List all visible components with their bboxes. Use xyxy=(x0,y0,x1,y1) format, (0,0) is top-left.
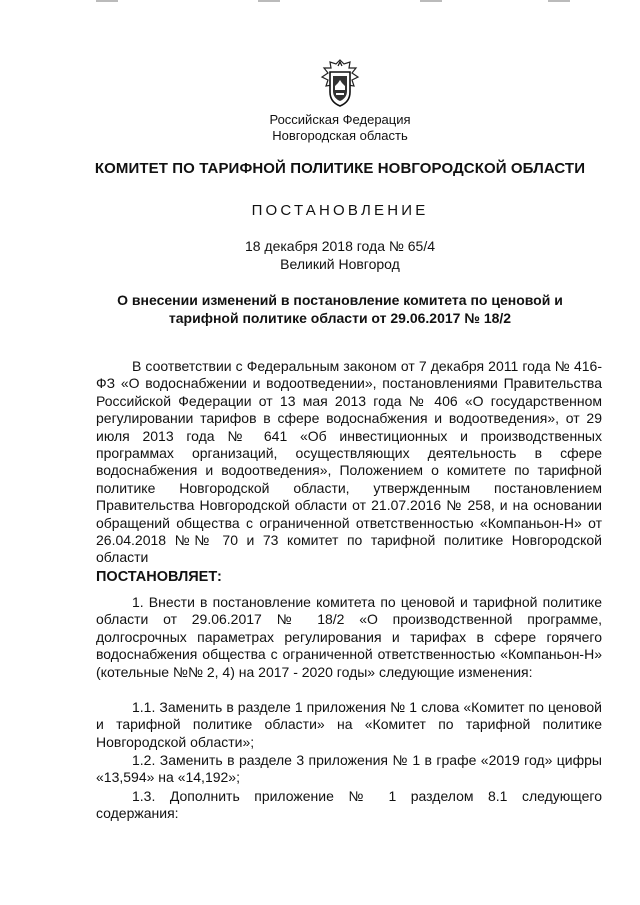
document-city: Великий Новгород xyxy=(280,256,400,272)
document-date-number: 18 декабря 2018 года № 65/4 xyxy=(244,238,436,254)
item-1-1-paragraph: 1.1. Заменить в разделе 1 приложения № 1 слова «Комитет по ценовой и тарифной политике области» на «Комитет по тарифной политике Новгородской области»; xyxy=(96,699,602,750)
committee-name: КОМИТЕТ ПО ТАРИФНОЙ ПОЛИТИКЕ НОВГОРОДСКОЙ ОБЛАСТИ xyxy=(94,160,586,177)
document-title-line-1: О внесении изменений в постановление комитета по ценовой и xyxy=(117,292,563,308)
document-title-line-2: тарифной политике области от 29.06.2017 № 18/2 xyxy=(168,310,512,326)
country-name: Российская Федерация xyxy=(269,112,411,127)
resolve-heading: ПОСТАНОВЛЯЕТ: xyxy=(96,569,222,585)
region-name: Новгородская область xyxy=(272,128,408,143)
item-1-paragraph: 1. Внести в постановление комитета по ценовой и тарифной политике области от 29.06.2017 № 18/2 «О производственной программе, долгосрочных параметрах регулирования и тарифах в сфере горячего водоснабжения общества с ограниченной ответственностью «Компаньон-Н» (котельные №№ 2, 4) на 2017 - 2020 годы» следующие изменения: xyxy=(96,594,602,680)
document-type: ПОСТАНОВЛЕНИЕ xyxy=(251,202,429,219)
coat-of-arms-icon xyxy=(318,58,362,108)
preamble-paragraph: В соответствии с Федеральным законом от 7 декабря 2011 года № 416-ФЗ «О водоснабжении и водоотведении», постановлениями Правительства Российской Федерации от 13 мая 2013 года № 406 «О государственном регулировании тарифов в сфере водоснабжения и водоотведения», от 29 июля 2013 года № 641 «Об инвестиционных и производственных программах организаций, осуществляющих деятельность в сфере водоснабжения и водоотведения», Положением о комитете по тарифной политике Новгородской области, утвержденным постановлением Правительства Новгородской области от 21.07.2016 № 258, и на основании обращений общества с ограниченной ответственностью «Компаньон-Н» от 26.04.2018 №№ 70 и 73 комитет по тарифной политике Новгородской области xyxy=(96,358,602,566)
item-1-3-paragraph: 1.3. Дополнить приложение № 1 разделом 8.1 следующего содержания: xyxy=(96,788,602,822)
item-1-2-paragraph: 1.2. Заменить в разделе 3 приложения № 1 в графе «2019 год» цифры «13,594» на «14,192»; xyxy=(96,752,602,786)
scan-top-marks xyxy=(0,0,640,6)
